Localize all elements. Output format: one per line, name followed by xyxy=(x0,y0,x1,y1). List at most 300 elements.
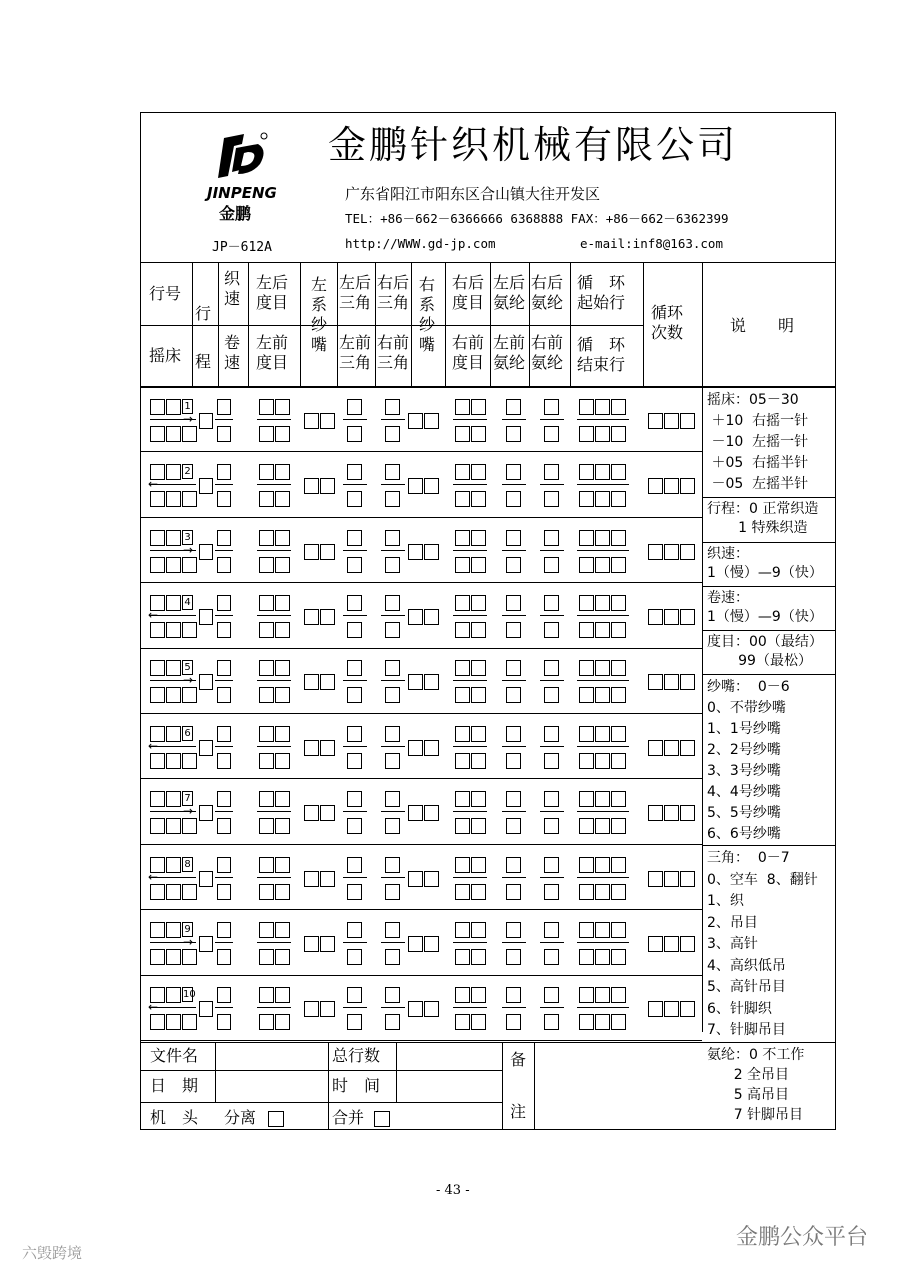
right-rear-cam-box[interactable] xyxy=(385,726,400,742)
right-rear-density-box[interactable] xyxy=(455,726,470,742)
rocking-box[interactable] xyxy=(150,622,165,638)
left-rear-spandex-box[interactable] xyxy=(506,857,521,873)
left-rear-density-box[interactable] xyxy=(259,660,274,676)
right-front-density-box[interactable] xyxy=(471,753,486,769)
right-front-spandex-box[interactable] xyxy=(544,949,559,965)
rocking-box[interactable] xyxy=(182,491,197,507)
right-front-density-box[interactable] xyxy=(471,491,486,507)
loop-end-box[interactable] xyxy=(595,884,610,900)
loop-count-box[interactable] xyxy=(680,805,695,821)
right-yarn-box[interactable] xyxy=(408,674,423,690)
rocking-box[interactable] xyxy=(150,884,165,900)
row-number-box[interactable] xyxy=(166,791,181,807)
loop-start-box[interactable] xyxy=(595,464,610,480)
stroke-box[interactable] xyxy=(199,478,213,494)
rocking-box[interactable] xyxy=(150,949,165,965)
roll-speed-box[interactable] xyxy=(217,818,231,834)
knit-speed-box[interactable] xyxy=(217,595,231,611)
loop-end-box[interactable] xyxy=(595,491,610,507)
right-front-density-box[interactable] xyxy=(455,1014,470,1030)
stroke-box[interactable] xyxy=(199,740,213,756)
right-rear-density-box[interactable] xyxy=(455,595,470,611)
right-rear-spandex-box[interactable] xyxy=(544,726,559,742)
right-front-density-box[interactable] xyxy=(471,622,486,638)
loop-end-box[interactable] xyxy=(611,1014,626,1030)
left-front-cam-box[interactable] xyxy=(347,491,362,507)
loop-count-box[interactable] xyxy=(664,544,679,560)
right-rear-cam-box[interactable] xyxy=(385,660,400,676)
loop-start-box[interactable] xyxy=(595,857,610,873)
loop-count-box[interactable] xyxy=(664,740,679,756)
row-number-box[interactable] xyxy=(166,595,181,611)
left-rear-density-box[interactable] xyxy=(275,987,290,1003)
loop-count-box[interactable] xyxy=(680,478,695,494)
loop-count-box[interactable] xyxy=(664,478,679,494)
stroke-box[interactable] xyxy=(199,674,213,690)
left-front-density-box[interactable] xyxy=(275,687,290,703)
left-front-cam-box[interactable] xyxy=(347,622,362,638)
left-rear-spandex-box[interactable] xyxy=(506,464,521,480)
loop-start-box[interactable] xyxy=(611,660,626,676)
loop-end-box[interactable] xyxy=(595,687,610,703)
loop-count-box[interactable] xyxy=(664,936,679,952)
knit-speed-box[interactable] xyxy=(217,791,231,807)
right-front-density-box[interactable] xyxy=(455,622,470,638)
right-rear-spandex-box[interactable] xyxy=(544,595,559,611)
left-yarn-box[interactable] xyxy=(320,609,335,625)
left-rear-density-box[interactable] xyxy=(275,726,290,742)
left-rear-cam-box[interactable] xyxy=(347,726,362,742)
right-rear-density-box[interactable] xyxy=(471,464,486,480)
right-front-density-box[interactable] xyxy=(471,884,486,900)
right-front-density-box[interactable] xyxy=(455,753,470,769)
right-front-spandex-box[interactable] xyxy=(544,426,559,442)
left-yarn-box[interactable] xyxy=(304,936,319,952)
right-front-cam-box[interactable] xyxy=(385,557,400,573)
loop-count-box[interactable] xyxy=(648,609,663,625)
left-yarn-box[interactable] xyxy=(304,805,319,821)
right-front-density-box[interactable] xyxy=(471,687,486,703)
row-number-box[interactable] xyxy=(150,791,165,807)
loop-start-box[interactable] xyxy=(595,791,610,807)
knit-speed-box[interactable] xyxy=(217,987,231,1003)
row-number-box[interactable] xyxy=(166,464,181,480)
right-rear-cam-box[interactable] xyxy=(385,595,400,611)
right-rear-spandex-box[interactable] xyxy=(544,464,559,480)
right-front-density-box[interactable] xyxy=(455,884,470,900)
right-rear-cam-box[interactable] xyxy=(385,922,400,938)
left-yarn-box[interactable] xyxy=(320,1001,335,1017)
right-rear-density-box[interactable] xyxy=(471,791,486,807)
left-rear-cam-box[interactable] xyxy=(347,791,362,807)
loop-count-box[interactable] xyxy=(680,1001,695,1017)
right-yarn-box[interactable] xyxy=(424,674,439,690)
left-rear-density-box[interactable] xyxy=(275,791,290,807)
right-front-cam-box[interactable] xyxy=(385,949,400,965)
left-rear-cam-box[interactable] xyxy=(347,464,362,480)
right-yarn-box[interactable] xyxy=(408,740,423,756)
right-yarn-box[interactable] xyxy=(408,478,423,494)
right-front-cam-box[interactable] xyxy=(385,818,400,834)
left-rear-spandex-box[interactable] xyxy=(506,791,521,807)
loop-count-box[interactable] xyxy=(648,674,663,690)
knit-speed-box[interactable] xyxy=(217,464,231,480)
loop-end-box[interactable] xyxy=(611,687,626,703)
left-rear-density-box[interactable] xyxy=(275,399,290,415)
rocking-box[interactable] xyxy=(182,426,197,442)
stroke-box[interactable] xyxy=(199,413,213,429)
right-front-density-box[interactable] xyxy=(471,557,486,573)
left-front-spandex-box[interactable] xyxy=(506,1014,521,1030)
left-rear-density-box[interactable] xyxy=(275,530,290,546)
right-rear-density-box[interactable] xyxy=(471,660,486,676)
loop-end-box[interactable] xyxy=(579,687,594,703)
loop-end-box[interactable] xyxy=(611,426,626,442)
loop-count-box[interactable] xyxy=(648,413,663,429)
left-front-spandex-box[interactable] xyxy=(506,753,521,769)
right-front-spandex-box[interactable] xyxy=(544,557,559,573)
left-rear-density-box[interactable] xyxy=(259,464,274,480)
right-front-density-box[interactable] xyxy=(471,1014,486,1030)
left-front-spandex-box[interactable] xyxy=(506,557,521,573)
loop-start-box[interactable] xyxy=(595,530,610,546)
left-front-density-box[interactable] xyxy=(259,491,274,507)
loop-start-box[interactable] xyxy=(595,595,610,611)
right-front-cam-box[interactable] xyxy=(385,622,400,638)
left-rear-density-box[interactable] xyxy=(259,595,274,611)
left-front-density-box[interactable] xyxy=(259,884,274,900)
right-rear-cam-box[interactable] xyxy=(385,857,400,873)
knit-speed-box[interactable] xyxy=(217,399,231,415)
rocking-box[interactable] xyxy=(166,426,181,442)
loop-count-box[interactable] xyxy=(680,871,695,887)
loop-count-box[interactable] xyxy=(648,1001,663,1017)
left-front-cam-box[interactable] xyxy=(347,687,362,703)
right-rear-cam-box[interactable] xyxy=(385,530,400,546)
merge-checkbox[interactable] xyxy=(374,1111,390,1127)
right-front-density-box[interactable] xyxy=(471,818,486,834)
rocking-box[interactable] xyxy=(150,491,165,507)
left-front-density-box[interactable] xyxy=(259,818,274,834)
loop-count-box[interactable] xyxy=(680,740,695,756)
right-front-cam-box[interactable] xyxy=(385,884,400,900)
right-front-density-box[interactable] xyxy=(471,949,486,965)
loop-count-box[interactable] xyxy=(648,805,663,821)
right-front-density-box[interactable] xyxy=(455,687,470,703)
row-number-box[interactable] xyxy=(150,530,165,546)
roll-speed-box[interactable] xyxy=(217,557,231,573)
right-yarn-box[interactable] xyxy=(424,740,439,756)
left-rear-density-box[interactable] xyxy=(259,530,274,546)
rocking-box[interactable] xyxy=(182,687,197,703)
loop-start-box[interactable] xyxy=(579,595,594,611)
roll-speed-box[interactable] xyxy=(217,491,231,507)
left-rear-density-box[interactable] xyxy=(275,660,290,676)
row-number-box[interactable] xyxy=(166,660,181,676)
left-front-density-box[interactable] xyxy=(275,622,290,638)
left-front-density-box[interactable] xyxy=(259,426,274,442)
rocking-box[interactable] xyxy=(182,1014,197,1030)
loop-end-box[interactable] xyxy=(579,557,594,573)
right-front-cam-box[interactable] xyxy=(385,753,400,769)
loop-count-box[interactable] xyxy=(648,871,663,887)
right-rear-density-box[interactable] xyxy=(455,987,470,1003)
rocking-box[interactable] xyxy=(150,1014,165,1030)
right-front-cam-box[interactable] xyxy=(385,426,400,442)
loop-count-box[interactable] xyxy=(680,674,695,690)
roll-speed-box[interactable] xyxy=(217,687,231,703)
loop-start-box[interactable] xyxy=(595,660,610,676)
row-number-box[interactable] xyxy=(166,987,181,1003)
loop-end-box[interactable] xyxy=(579,884,594,900)
loop-start-box[interactable] xyxy=(611,922,626,938)
left-rear-cam-box[interactable] xyxy=(347,530,362,546)
left-front-density-box[interactable] xyxy=(259,622,274,638)
right-rear-spandex-box[interactable] xyxy=(544,922,559,938)
right-yarn-box[interactable] xyxy=(408,413,423,429)
left-rear-density-box[interactable] xyxy=(259,922,274,938)
left-front-density-box[interactable] xyxy=(259,753,274,769)
left-front-density-box[interactable] xyxy=(275,1014,290,1030)
rocking-box[interactable] xyxy=(182,949,197,965)
loop-start-box[interactable] xyxy=(595,922,610,938)
right-front-cam-box[interactable] xyxy=(385,491,400,507)
rocking-box[interactable] xyxy=(166,949,181,965)
left-front-spandex-box[interactable] xyxy=(506,884,521,900)
knit-speed-box[interactable] xyxy=(217,660,231,676)
loop-start-box[interactable] xyxy=(579,530,594,546)
left-front-density-box[interactable] xyxy=(275,491,290,507)
left-rear-density-box[interactable] xyxy=(259,399,274,415)
roll-speed-box[interactable] xyxy=(217,1014,231,1030)
loop-end-box[interactable] xyxy=(579,753,594,769)
left-front-spandex-box[interactable] xyxy=(506,949,521,965)
loop-end-box[interactable] xyxy=(595,1014,610,1030)
right-yarn-box[interactable] xyxy=(408,871,423,887)
right-rear-density-box[interactable] xyxy=(471,987,486,1003)
right-rear-density-box[interactable] xyxy=(471,399,486,415)
loop-start-box[interactable] xyxy=(579,399,594,415)
left-yarn-box[interactable] xyxy=(304,544,319,560)
loop-end-box[interactable] xyxy=(611,753,626,769)
loop-start-box[interactable] xyxy=(579,660,594,676)
right-rear-density-box[interactable] xyxy=(455,399,470,415)
loop-end-box[interactable] xyxy=(579,491,594,507)
stroke-box[interactable] xyxy=(199,805,213,821)
loop-start-box[interactable] xyxy=(579,987,594,1003)
left-front-density-box[interactable] xyxy=(275,818,290,834)
right-yarn-box[interactable] xyxy=(408,544,423,560)
left-front-cam-box[interactable] xyxy=(347,753,362,769)
left-yarn-box[interactable] xyxy=(320,805,335,821)
left-rear-density-box[interactable] xyxy=(275,595,290,611)
left-yarn-box[interactable] xyxy=(304,674,319,690)
knit-speed-box[interactable] xyxy=(217,922,231,938)
loop-end-box[interactable] xyxy=(595,557,610,573)
rocking-box[interactable] xyxy=(166,753,181,769)
rocking-box[interactable] xyxy=(182,753,197,769)
knit-speed-box[interactable] xyxy=(217,857,231,873)
left-rear-density-box[interactable] xyxy=(259,726,274,742)
left-front-density-box[interactable] xyxy=(275,884,290,900)
left-front-spandex-box[interactable] xyxy=(506,491,521,507)
right-front-density-box[interactable] xyxy=(471,426,486,442)
left-yarn-box[interactable] xyxy=(320,413,335,429)
right-yarn-box[interactable] xyxy=(424,1001,439,1017)
right-front-density-box[interactable] xyxy=(455,557,470,573)
left-front-density-box[interactable] xyxy=(259,1014,274,1030)
row-number-box[interactable] xyxy=(150,660,165,676)
right-rear-spandex-box[interactable] xyxy=(544,399,559,415)
right-front-density-box[interactable] xyxy=(455,818,470,834)
loop-count-box[interactable] xyxy=(648,478,663,494)
left-rear-spandex-box[interactable] xyxy=(506,399,521,415)
right-rear-cam-box[interactable] xyxy=(385,791,400,807)
loop-start-box[interactable] xyxy=(579,922,594,938)
loop-end-box[interactable] xyxy=(611,491,626,507)
loop-count-box[interactable] xyxy=(664,413,679,429)
loop-end-box[interactable] xyxy=(595,426,610,442)
right-yarn-box[interactable] xyxy=(424,871,439,887)
roll-speed-box[interactable] xyxy=(217,622,231,638)
left-yarn-box[interactable] xyxy=(304,1001,319,1017)
right-rear-density-box[interactable] xyxy=(471,530,486,546)
right-rear-density-box[interactable] xyxy=(471,726,486,742)
right-front-spandex-box[interactable] xyxy=(544,884,559,900)
rocking-box[interactable] xyxy=(166,1014,181,1030)
left-front-density-box[interactable] xyxy=(275,949,290,965)
right-front-density-box[interactable] xyxy=(455,426,470,442)
left-front-spandex-box[interactable] xyxy=(506,426,521,442)
row-number-box[interactable] xyxy=(166,530,181,546)
rocking-box[interactable] xyxy=(150,818,165,834)
stroke-box[interactable] xyxy=(199,544,213,560)
left-rear-cam-box[interactable] xyxy=(347,857,362,873)
loop-start-box[interactable] xyxy=(579,857,594,873)
left-rear-spandex-box[interactable] xyxy=(506,595,521,611)
left-rear-spandex-box[interactable] xyxy=(506,530,521,546)
loop-start-box[interactable] xyxy=(579,791,594,807)
right-yarn-box[interactable] xyxy=(424,609,439,625)
left-front-density-box[interactable] xyxy=(275,557,290,573)
right-rear-spandex-box[interactable] xyxy=(544,660,559,676)
left-front-cam-box[interactable] xyxy=(347,1014,362,1030)
row-number-box[interactable] xyxy=(150,922,165,938)
loop-start-box[interactable] xyxy=(595,987,610,1003)
loop-end-box[interactable] xyxy=(579,622,594,638)
right-rear-density-box[interactable] xyxy=(455,791,470,807)
right-yarn-box[interactable] xyxy=(408,609,423,625)
left-rear-density-box[interactable] xyxy=(275,857,290,873)
right-yarn-box[interactable] xyxy=(424,936,439,952)
separate-checkbox[interactable] xyxy=(268,1111,284,1127)
left-front-density-box[interactable] xyxy=(259,557,274,573)
rocking-box[interactable] xyxy=(150,426,165,442)
right-front-spandex-box[interactable] xyxy=(544,491,559,507)
left-yarn-box[interactable] xyxy=(320,544,335,560)
rocking-box[interactable] xyxy=(166,687,181,703)
right-rear-density-box[interactable] xyxy=(471,922,486,938)
left-yarn-box[interactable] xyxy=(304,413,319,429)
left-rear-cam-box[interactable] xyxy=(347,595,362,611)
right-rear-cam-box[interactable] xyxy=(385,399,400,415)
right-rear-density-box[interactable] xyxy=(455,530,470,546)
right-yarn-box[interactable] xyxy=(424,544,439,560)
left-rear-spandex-box[interactable] xyxy=(506,922,521,938)
loop-count-box[interactable] xyxy=(648,936,663,952)
loop-end-box[interactable] xyxy=(611,949,626,965)
right-rear-density-box[interactable] xyxy=(471,857,486,873)
left-rear-cam-box[interactable] xyxy=(347,660,362,676)
left-yarn-box[interactable] xyxy=(304,478,319,494)
loop-end-box[interactable] xyxy=(579,818,594,834)
loop-count-box[interactable] xyxy=(648,740,663,756)
stroke-box[interactable] xyxy=(199,871,213,887)
loop-end-box[interactable] xyxy=(595,753,610,769)
loop-count-box[interactable] xyxy=(680,609,695,625)
roll-speed-box[interactable] xyxy=(217,884,231,900)
right-rear-spandex-box[interactable] xyxy=(544,857,559,873)
rocking-box[interactable] xyxy=(150,753,165,769)
row-number-box[interactable] xyxy=(166,399,181,415)
left-yarn-box[interactable] xyxy=(304,609,319,625)
right-front-density-box[interactable] xyxy=(455,949,470,965)
loop-start-box[interactable] xyxy=(579,726,594,742)
right-yarn-box[interactable] xyxy=(424,413,439,429)
right-front-density-box[interactable] xyxy=(455,491,470,507)
loop-end-box[interactable] xyxy=(611,818,626,834)
loop-start-box[interactable] xyxy=(579,464,594,480)
rocking-box[interactable] xyxy=(166,491,181,507)
right-yarn-box[interactable] xyxy=(424,805,439,821)
left-rear-density-box[interactable] xyxy=(275,464,290,480)
left-front-density-box[interactable] xyxy=(259,687,274,703)
left-yarn-box[interactable] xyxy=(320,936,335,952)
right-front-cam-box[interactable] xyxy=(385,1014,400,1030)
knit-speed-box[interactable] xyxy=(217,726,231,742)
stroke-box[interactable] xyxy=(199,609,213,625)
left-front-cam-box[interactable] xyxy=(347,949,362,965)
right-rear-spandex-box[interactable] xyxy=(544,530,559,546)
loop-end-box[interactable] xyxy=(579,949,594,965)
right-yarn-box[interactable] xyxy=(408,805,423,821)
row-number-box[interactable] xyxy=(166,922,181,938)
rocking-box[interactable] xyxy=(182,622,197,638)
rocking-box[interactable] xyxy=(166,884,181,900)
left-front-density-box[interactable] xyxy=(259,949,274,965)
loop-start-box[interactable] xyxy=(611,987,626,1003)
left-rear-spandex-box[interactable] xyxy=(506,987,521,1003)
right-front-spandex-box[interactable] xyxy=(544,687,559,703)
loop-start-box[interactable] xyxy=(611,464,626,480)
right-rear-cam-box[interactable] xyxy=(385,987,400,1003)
left-yarn-box[interactable] xyxy=(304,871,319,887)
left-rear-spandex-box[interactable] xyxy=(506,660,521,676)
left-rear-density-box[interactable] xyxy=(259,857,274,873)
right-rear-spandex-box[interactable] xyxy=(544,791,559,807)
right-rear-cam-box[interactable] xyxy=(385,464,400,480)
rocking-box[interactable] xyxy=(166,818,181,834)
loop-count-box[interactable] xyxy=(664,871,679,887)
left-front-cam-box[interactable] xyxy=(347,557,362,573)
right-front-spandex-box[interactable] xyxy=(544,818,559,834)
right-front-cam-box[interactable] xyxy=(385,687,400,703)
loop-start-box[interactable] xyxy=(611,399,626,415)
row-number-box[interactable] xyxy=(166,857,181,873)
right-front-spandex-box[interactable] xyxy=(544,1014,559,1030)
loop-start-box[interactable] xyxy=(595,726,610,742)
knit-speed-box[interactable] xyxy=(217,530,231,546)
